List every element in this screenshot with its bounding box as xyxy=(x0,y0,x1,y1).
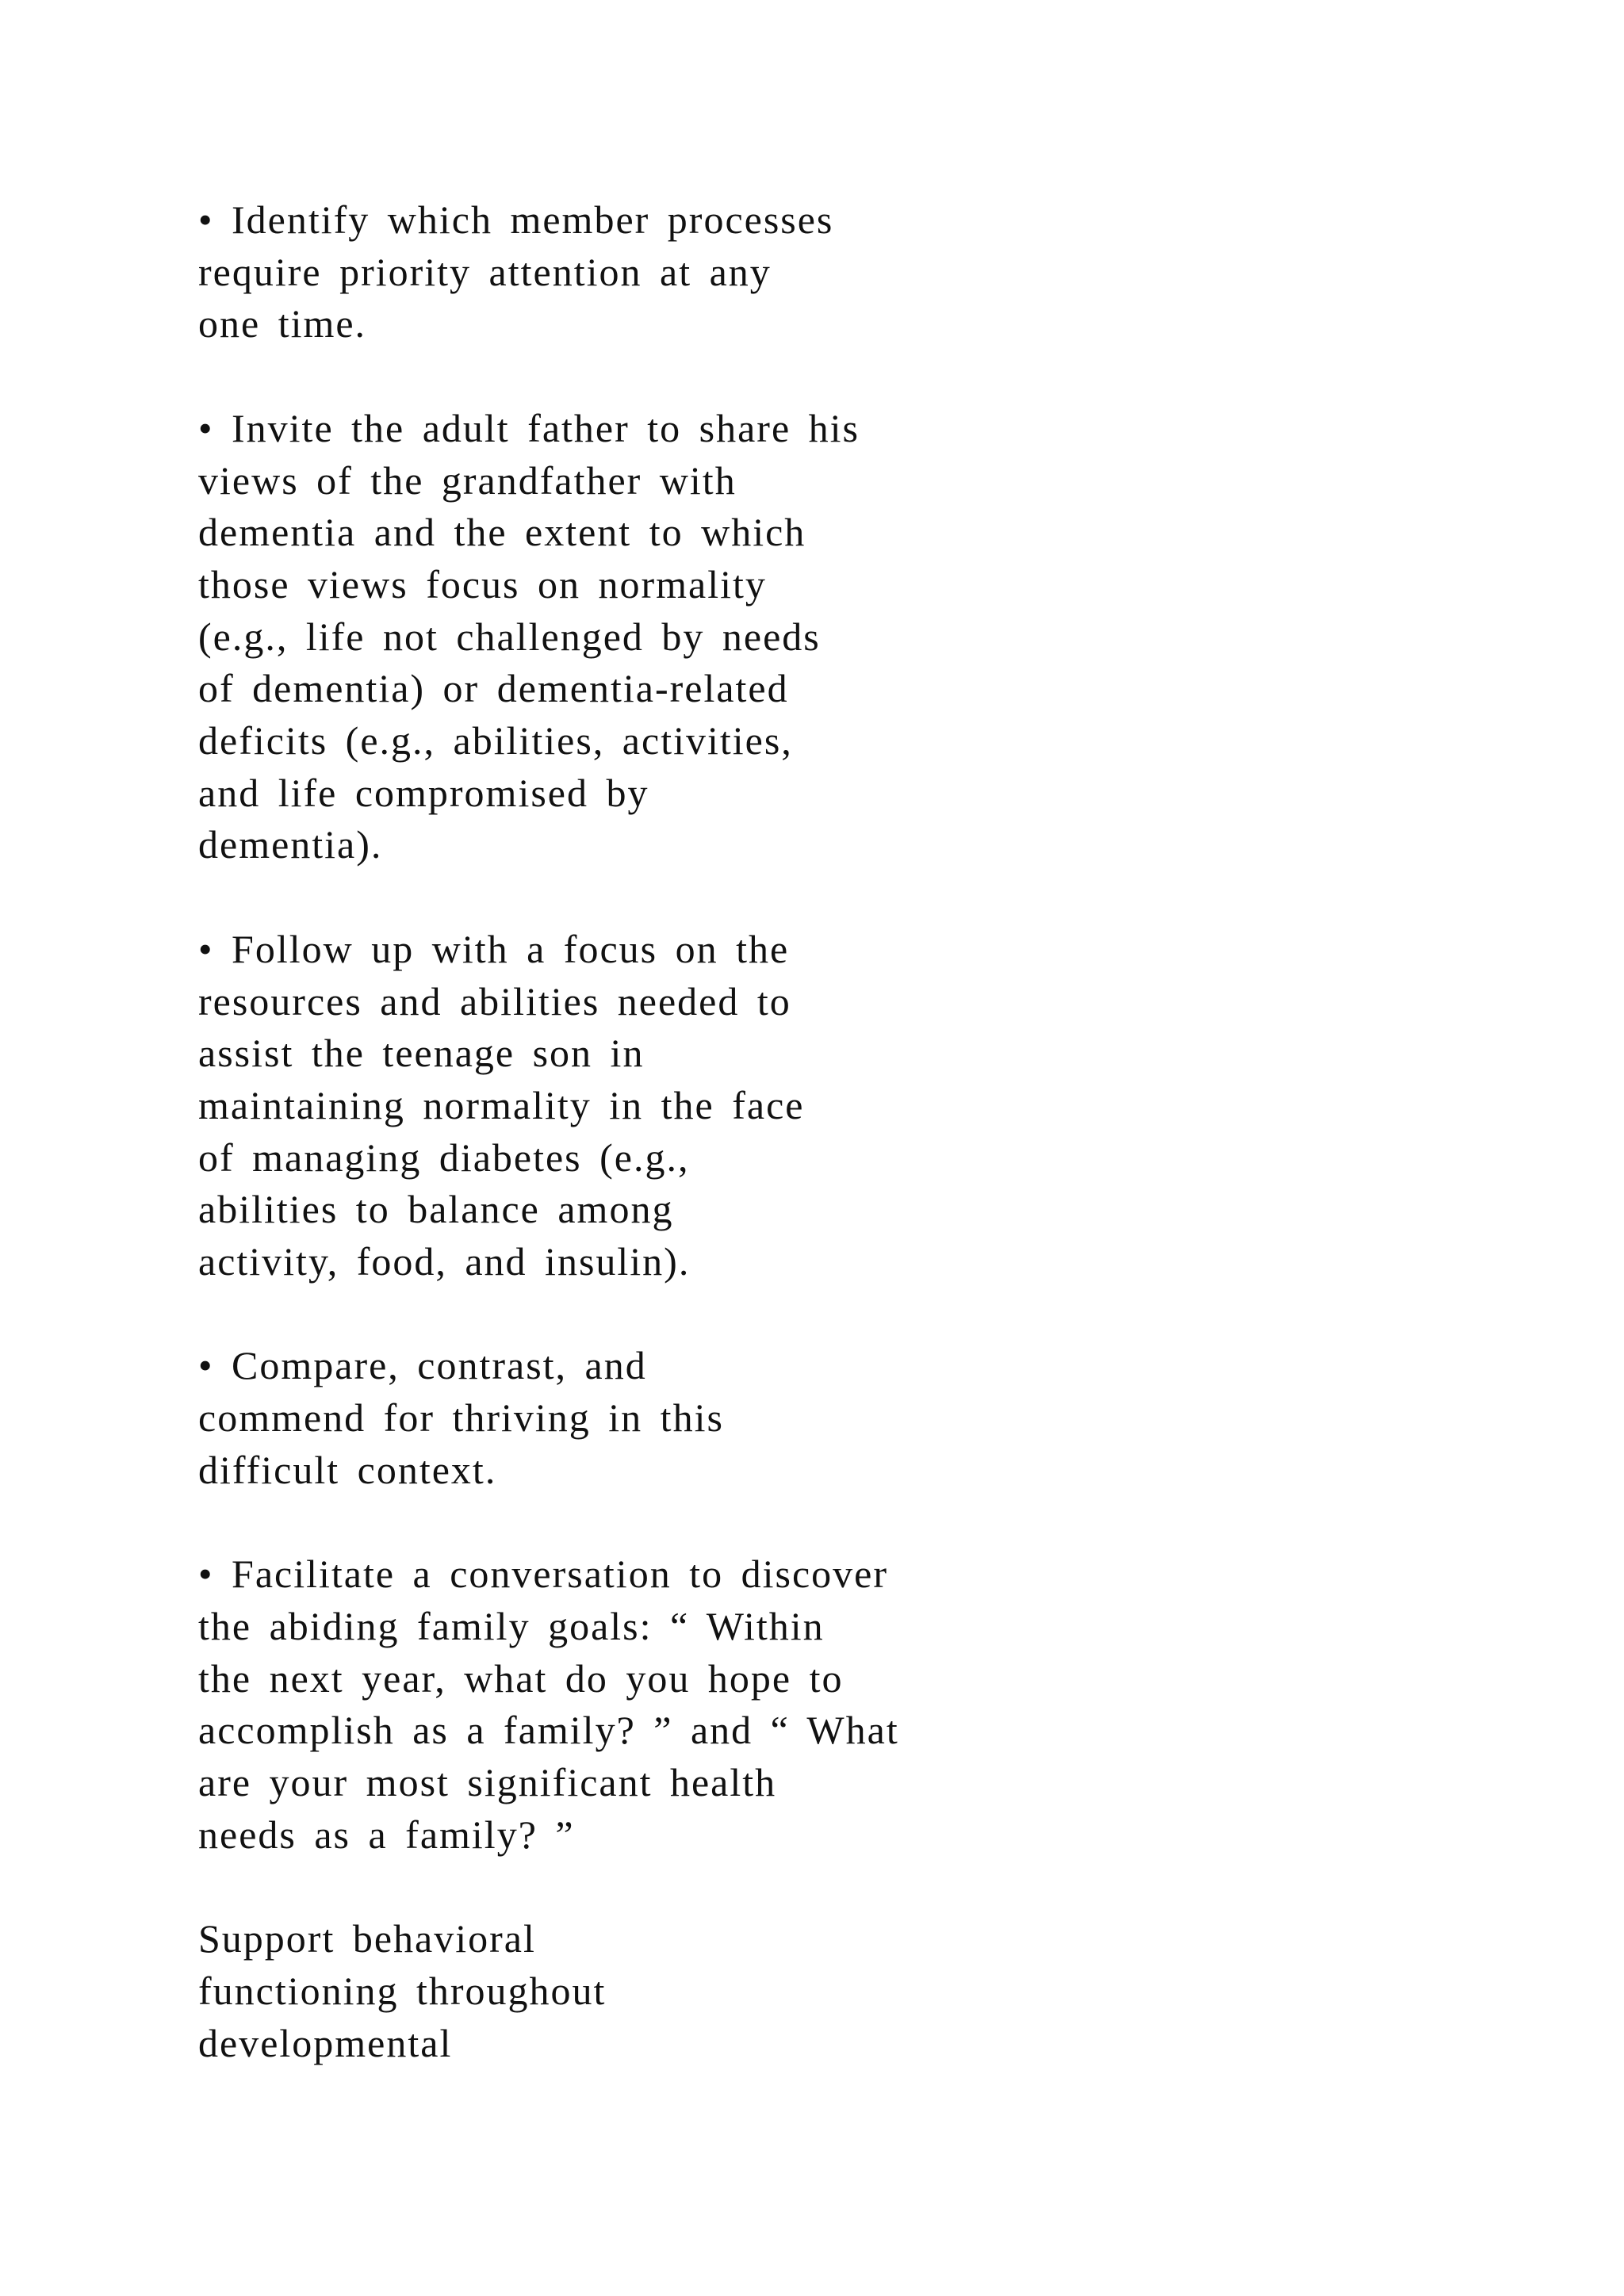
text-line: • Invite the adult father to share his xyxy=(198,405,860,450)
text-line: maintaining normality in the face xyxy=(198,1082,805,1127)
text-line: needs as a family? ” xyxy=(198,1812,575,1857)
text-line: dementia). xyxy=(198,822,383,867)
text-line: the abiding family goals: “ Within xyxy=(198,1603,825,1648)
document-body xyxy=(198,194,1388,2069)
text-line: resources and abilities needed to xyxy=(198,978,791,1024)
support-behavioral-heading xyxy=(198,1913,1388,2069)
text-line: Support behavioral xyxy=(198,1916,536,1961)
text-line: accomplish as a family? ” and “ What xyxy=(198,1708,899,1753)
text-line: functioning throughout xyxy=(198,1968,607,2013)
text-line: activity, food, and insulin). xyxy=(198,1239,691,1284)
bullet-invite-father xyxy=(198,403,1388,871)
paragraph-gap xyxy=(198,1497,1388,1549)
paragraph-gap xyxy=(198,1861,1388,1913)
text-line: deficits (e.g., abilities, activities, xyxy=(198,718,793,763)
paragraph-gap xyxy=(198,871,1388,924)
paragraph-gap xyxy=(198,1288,1388,1341)
paragraph-gap xyxy=(198,350,1388,403)
text-line: developmental xyxy=(198,2020,453,2065)
text-line: require priority attention at any xyxy=(198,249,772,294)
text-line: are your most significant health xyxy=(198,1760,777,1805)
text-line: one time. xyxy=(198,301,367,346)
text-line: • Facilitate a conversation to discover xyxy=(198,1552,888,1597)
text-line: assist the teenage son in xyxy=(198,1031,645,1076)
text-line: commend for thriving in this xyxy=(198,1395,724,1441)
text-line: those views focus on normality xyxy=(198,561,767,607)
text-line: views of the grandfather with xyxy=(198,457,737,503)
text-line: and life compromised by xyxy=(198,770,649,815)
bullet-follow-up-son xyxy=(198,924,1388,1288)
bullet-compare-contrast xyxy=(198,1340,1388,1496)
text-line: (e.g., life not challenged by needs xyxy=(198,614,821,659)
bullet-facilitate-conversation xyxy=(198,1548,1388,1861)
text-line: • Identify which member processes xyxy=(198,197,834,242)
text-line: abilities to balance among xyxy=(198,1187,674,1232)
text-line: • Follow up with a focus on the xyxy=(198,926,790,971)
text-line: dementia and the extent to which xyxy=(198,510,806,555)
text-line: difficult context. xyxy=(198,1447,497,1492)
text-line: of dementia) or dementia-related xyxy=(198,666,789,711)
text-line: of managing diabetes (e.g., xyxy=(198,1135,690,1180)
text-line: • Compare, contrast, and xyxy=(198,1343,647,1388)
text-line: the next year, what do you hope to xyxy=(198,1655,844,1701)
bullet-identify-priority xyxy=(198,194,1388,350)
